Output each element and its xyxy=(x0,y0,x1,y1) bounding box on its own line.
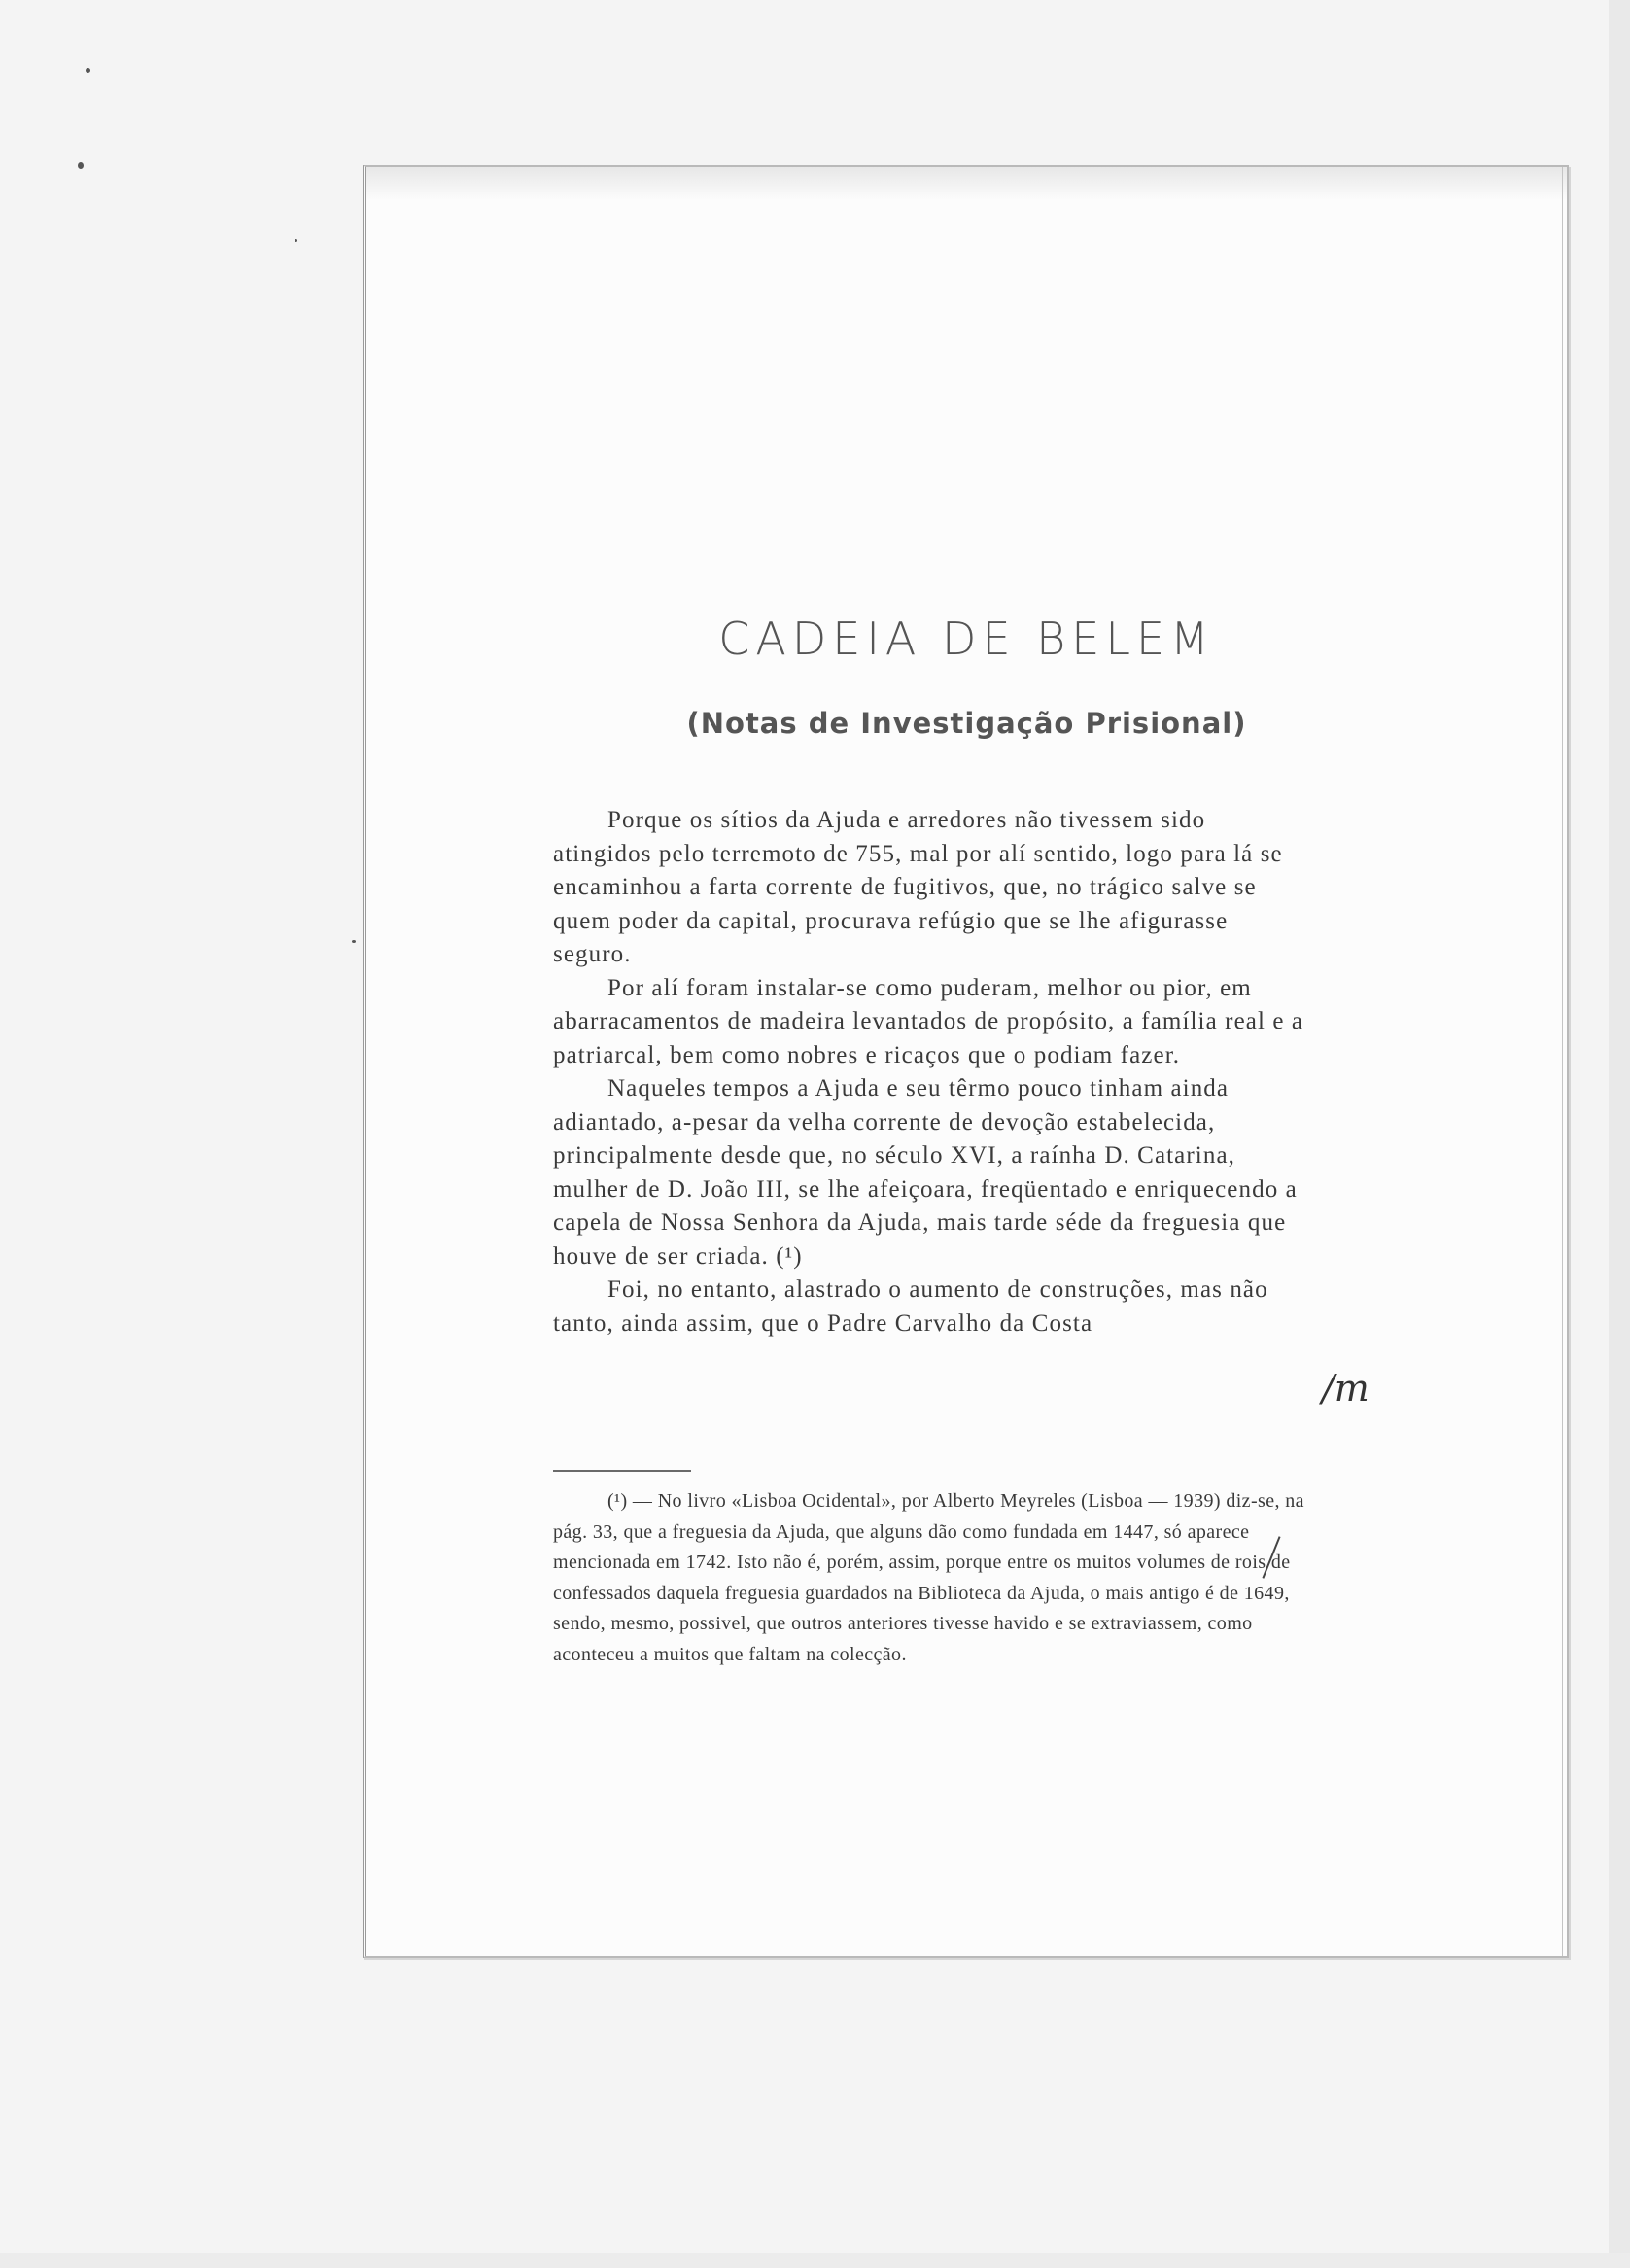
dust-speck xyxy=(295,239,297,242)
paragraph: Por alí foram instalar-se como puderam, melhor ou pior, em abarracamentos de madeira levantados de propósito, a família real e a patriarcal, bem como nobres e ricaços que o podiam fazer. xyxy=(553,974,1304,1068)
dust-speck xyxy=(352,940,356,943)
dust-speck xyxy=(86,68,90,73)
document-subtitle: (Notas de Investigação Prisional) xyxy=(686,707,1247,740)
body-text xyxy=(553,804,1311,1341)
paragraph: Naqueles tempos a Ajuda e seu têrmo pouco tinham ainda adiantado, a-pesar da velha corrente de devoção estabelecida, principalmente desde que, no século XVI, a raínha D. Catarina, mulher de D. João III, se lhe afeiçoara, freqüentado e enriquecendo a capela de Nossa Senhora da Ajuda, mais tarde séde da freguesia que houve de ser criada. (¹) xyxy=(553,1075,1298,1270)
dust-speck xyxy=(78,162,84,169)
document-page xyxy=(363,165,1569,1958)
paragraph: Porque os sítios da Ajuda e arredores não tivessem sido atingidos pelo terremoto de 755, mal por alí sentido, logo para lá se encaminhou a farta corrente de fugitivos, que, no trágico salve se quem poder da capital, procurava refúgio que se lhe afigurasse seguro. xyxy=(553,807,1283,967)
handwritten-margin-annotation: /m xyxy=(1322,1367,1370,1410)
footnote: (¹) — No livro «Lisboa Ocidental», por Alberto Meyreles (Lisboa — 1939) diz-se, na pág. 33, que a freguesia da Ajuda, que alguns dão como fundada em 1447, só aparece mencionada em 1742. Isto não é, porém, assim, porque entre os muitos volumes de rois de confessados daquela freguesia guardados na Biblioteca da Ajuda, o mais antigo é de 1649, sendo, mesmo, possivel, que outros anteriores tivesse havido e se extraviassem, como aconteceu a muitos que faltam na colecção. xyxy=(553,1490,1304,1665)
paragraph: Foi, no entanto, alastrado o aumento de construções, mas não tanto, ainda assim, que o Padre Carvalho da Costa xyxy=(553,1276,1268,1337)
page-top-shade xyxy=(366,167,1567,200)
document-title: CADEIA DE BELEM xyxy=(718,612,1215,665)
footnote-separator xyxy=(553,1470,691,1472)
scan-edge-right xyxy=(1609,0,1630,2268)
scan-edge-bottom xyxy=(0,2253,1630,2268)
page-right-edge xyxy=(1562,167,1563,1956)
